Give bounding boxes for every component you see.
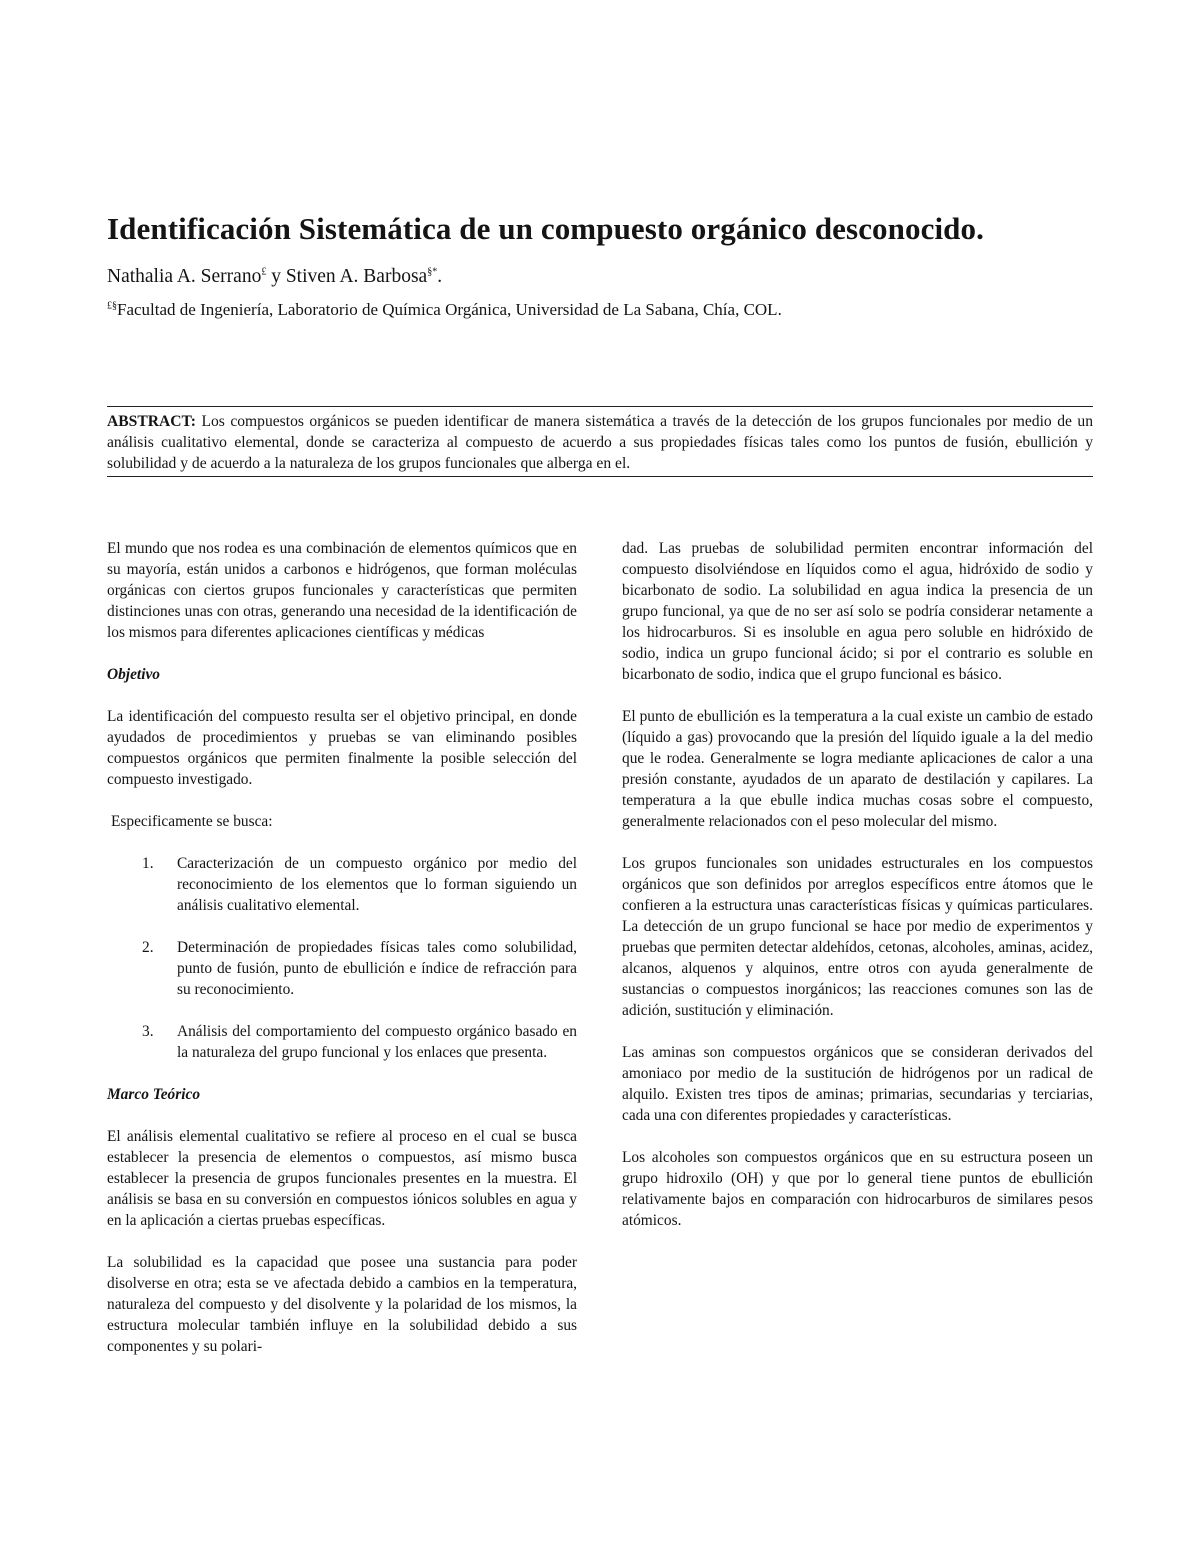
- affiliation-text: Facultad de Ingeniería, Laboratorio de Química Orgánica, Universidad de La Sabana, Chía, COL.: [117, 300, 782, 319]
- list-text: Análisis del comportamiento del compuesto orgánico basado en la naturaleza del grupo funcional y los enlaces que presenta.: [177, 1023, 577, 1061]
- author-line: [107, 264, 442, 290]
- affiliation: [107, 298, 782, 322]
- author-end: .: [437, 266, 443, 287]
- abstract: [107, 411, 1093, 474]
- list-item: [107, 853, 577, 916]
- paper-title: Identificación Sistemática de un compuesto orgánico desconocido.: [107, 211, 984, 246]
- list-text: Determinación de propiedades físicas tales como solubilidad, punto de fusión, punto de ebullición e índice de refracción para su reconocimiento.: [177, 939, 577, 998]
- intro-paragraph: El mundo que nos rodea es una combinación de elementos químicos que en su mayoría, están unidos a carbonos e hidrógenos, que forman moléculas orgánicas con ciertos grupos funcionales y características que permiten distinciones unas con otras, generando una necesidad de la identificación de los mismos para diferentes aplicaciones científicas y médicas: [107, 540, 577, 641]
- boiling-point-paragraph: El punto de ebullición es la temperatura a la cual existe un cambio de estado (líquido a gas) provocando que la presión del líquido iguale a la del medio que le rodea. Generalmente se logra mediante aplicaciones de calor a una presión constante, ayudados de un aparato de destilación y capilares. La temperatura a la que ebulle indica muchas cosas sobre el compuesto, generalmente relacionados con el peso molecular del mismo.: [622, 708, 1093, 830]
- list-text: Caracterización de un compuesto orgánico por medio del reconocimiento de los elementos que lo forman siguiendo un análisis cualitativo elemental.: [177, 855, 577, 914]
- objective-heading: Objetivo: [107, 666, 160, 683]
- affiliation-marks: £§: [107, 300, 117, 312]
- objectives-list: [107, 853, 577, 1063]
- author-connector: y: [266, 266, 286, 287]
- theory-paragraph: La solubilidad es la capacidad que posee una sustancia para poder disolverse en otra; esta se ve afectada debido a cambios en la temperatura, naturaleza del compuesto y del disolvente y la polaridad de los mismos, la estructura molecular también influye en la solubilidad debido a sus componentes y su polari-: [107, 1254, 577, 1355]
- left-column: [107, 538, 577, 1378]
- author-mark: §*: [427, 266, 438, 278]
- solubility-paragraph: dad. Las pruebas de solubilidad permiten encontrar información del compuesto disolviéndose en líquidos como el agua, hidróxido de sodio y bicarbonato de sodio. La solubilidad en agua indica la presencia de un grupo funcional, ya que de no ser así solo se podría considerar netamente a los hidrocarburos. Si es insoluble en agua pero soluble en hidróxido de sodio, indica un grupo funcional ácido; si por el contrario es soluble en bicarbonato de sodio, indica que el grupo funcional es básico.: [622, 540, 1093, 683]
- abstract-bottom-rule: [107, 476, 1093, 477]
- list-number: 2.: [142, 939, 154, 956]
- abstract-top-rule: [107, 406, 1093, 407]
- theory-paragraph: El análisis elemental cualitativo se refiere al proceso en el cual se busca establecer la presencia de elementos o compuestos, así mismo busca establecer la presencia de grupos funcionales presentes en la muestra. El análisis se basa en su conversión en compuestos iónicos solubles en agua y en la aplicación a ciertas pruebas específicas.: [107, 1128, 577, 1229]
- author-mark: £: [261, 266, 267, 278]
- specific-intro: Especificamente se busca:: [111, 813, 273, 830]
- author-name: Nathalia A. Serrano: [107, 266, 262, 287]
- list-item: [107, 1021, 577, 1063]
- list-number: 3.: [142, 1023, 154, 1040]
- theory-heading: Marco Teórico: [107, 1086, 201, 1103]
- objective-paragraph: La identificación del compuesto resulta ser el objetivo principal, en donde ayudados de procedimientos y pruebas se van eliminando posibles compuestos orgánicos que permiten finalmente la posible selección del compuesto investigado.: [107, 708, 577, 788]
- abstract-text: Los compuestos orgánicos se pueden identificar de manera sistemática a través de la detección de los grupos funcionales por medio de un análisis cualitativo elemental, donde se caracteriza al compuesto de acuerdo a sus propiedades físicas tales como los puntos de fusión, ebullición y solubilidad y de acuerdo a la naturaleza de los grupos funcionales que alberga en el.: [107, 413, 1093, 472]
- functional-groups-paragraph: Los grupos funcionales son unidades estructurales en los compuestos orgánicos que son definidos por arreglos específicos entre átomos que le confieren a la estructura unas características físicas y químicas particulares. La detección de un grupo funcional se hace por medio de experimentos y pruebas que permiten detectar aldehídos, cetonas, alcoholes, aminas, acidez, alcanos, alquenos y alquinos, entre otros con ayuda generalmente de sustancias o compuestos inorgánicos; las reacciones comunes son las de adición, sustitución y eliminación.: [622, 855, 1093, 1019]
- amines-paragraph: Las aminas son compuestos orgánicos que se consideran derivados del amoniaco por medio de la sustitución de hidrógenos por un radical de alquilo. Existen tres tipos de aminas; primarias, secundarias y terciarias, cada una con diferentes propiedades y características.: [622, 1044, 1093, 1124]
- abstract-label: ABSTRACT:: [107, 413, 196, 430]
- list-number: 1.: [142, 855, 154, 872]
- author-name: Stiven A. Barbosa: [285, 266, 428, 287]
- alcohols-paragraph: Los alcoholes son compuestos orgánicos que en su estructura poseen un grupo hidroxilo (OH) y que por lo general tiene puntos de ebullición relativamente bajos en comparación con hidrocarburos de similares pesos atómicos.: [622, 1149, 1093, 1229]
- list-item: [107, 937, 577, 1000]
- right-column: [622, 538, 1093, 1252]
